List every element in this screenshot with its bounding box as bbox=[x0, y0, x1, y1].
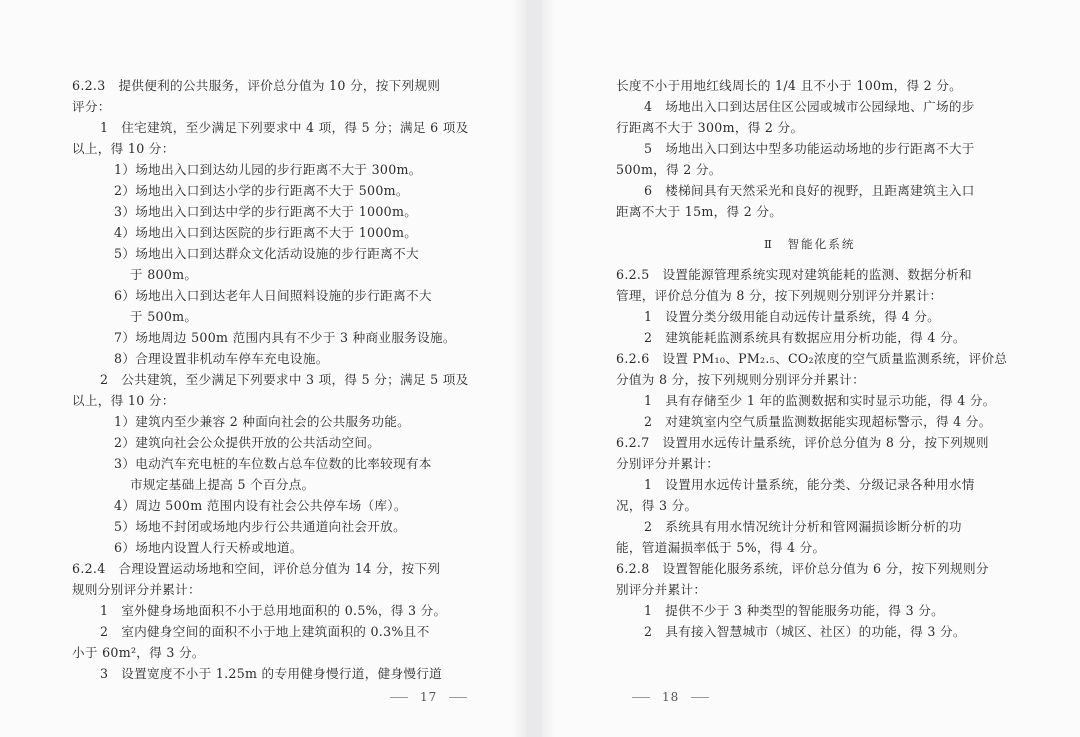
sub-item-line: 3）电动汽车充电桩的车位数占总车位数的比率较现有本 bbox=[114, 456, 432, 471]
clause-6-2-5-line-1: 6.2.5 设置能源管理系统实现对建筑能耗的监测、数据分析和 bbox=[616, 267, 972, 282]
item-line: 500m，得 2 分。 bbox=[616, 162, 722, 177]
footer-dash bbox=[691, 697, 709, 698]
item-line: 1 设置用水远传计量系统，能分类、分级记录各种用水情 bbox=[644, 477, 975, 492]
section-heading: Ⅱ 智能化系统 bbox=[764, 237, 856, 251]
sub-item-line: 7）场地周边 500m 范围内具有不少于 3 种商业服务设施。 bbox=[114, 330, 456, 345]
footer-dash bbox=[632, 697, 650, 698]
page-number-footer bbox=[620, 690, 721, 704]
clause-6-2-7-line-2: 分别评分并累计： bbox=[616, 456, 720, 471]
clause-6-2-3-line-2: 评分： bbox=[72, 99, 111, 114]
clause-6-2-4-line-1: 6.2.4 合理设置运动场地和空间，评价总分值为 14 分，按下列 bbox=[72, 561, 441, 576]
sub-item-line: 5）场地不封闭或场地内步行公共通道向社会开放。 bbox=[114, 519, 406, 534]
item-line: 2 公共建筑，至少满足下列要求中 3 项，得 5 分；满足 5 项及 bbox=[100, 372, 469, 387]
sub-item-line: 2）场地出入口到达小学的步行距离不大于 500m。 bbox=[114, 183, 409, 198]
page-number-footer bbox=[378, 690, 479, 704]
item-line: 况，得 3 分。 bbox=[616, 498, 698, 513]
clause-6-2-3-line-1: 6.2.3 提供便利的公共服务，评价总分值为 10 分，按下列规则 bbox=[72, 78, 441, 93]
footer-dash bbox=[449, 697, 467, 698]
item-line: 2 具有接入智慧城市（城区、社区）的功能，得 3 分。 bbox=[644, 624, 966, 639]
sub-item-line: 6）场地出入口到达老年人日间照料设施的步行距离不大 bbox=[114, 288, 432, 303]
clause-6-2-8-line-2: 别评分并累计： bbox=[616, 582, 707, 597]
sub-item-line: 1）建筑内至少兼容 2 种面向社会的公共服务功能。 bbox=[114, 414, 410, 429]
page-number: 17 bbox=[420, 690, 438, 704]
item-line: 长度不小于用地红线周长的 1/4 且不小于 100m，得 2 分。 bbox=[616, 78, 963, 93]
right-page bbox=[542, 0, 1080, 737]
sub-item-line: 1）场地出入口到达幼儿园的步行距离不大于 300m。 bbox=[114, 162, 422, 177]
page-number: 18 bbox=[662, 690, 680, 704]
sub-item-line: 3）场地出入口到达中学的步行距离不大于 1000m。 bbox=[114, 204, 418, 219]
item-line: 1 具有存储至少 1 年的监测数据和实时显示功能，得 4 分。 bbox=[644, 393, 996, 408]
item-line: 以上，得 10 分： bbox=[72, 141, 175, 156]
item-line: 6 楼梯间具有天然采光和良好的视野，且距离建筑主入口 bbox=[644, 183, 975, 198]
sub-item-line: 4）场地出入口到达医院的步行距离不大于 1000m。 bbox=[114, 225, 418, 240]
clause-6-2-7-line-1: 6.2.7 设置用水远传计量系统，评价总分值为 8 分，按下列规则 bbox=[616, 435, 989, 450]
item-line: 以上，得 10 分： bbox=[72, 393, 175, 408]
item-line: 2 对建筑室内空气质量监测数据能实现超标警示，得 4 分。 bbox=[644, 414, 992, 429]
item-line: 1 住宅建筑，至少满足下列要求中 4 项，得 5 分；满足 6 项及 bbox=[100, 120, 469, 135]
item-line: 小于 60m²，得 3 分。 bbox=[72, 645, 205, 660]
item-line: 1 提供不少于 3 种类型的智能服务功能，得 3 分。 bbox=[644, 603, 945, 618]
left-page bbox=[0, 0, 526, 737]
item-line: 2 系统具有用水情况统计分析和管网漏损诊断分析的功 bbox=[644, 519, 962, 534]
item-line: 3 设置宽度不小于 1.25m 的专用健身慢行道，健身慢行道 bbox=[100, 666, 443, 681]
gutter-shadow bbox=[512, 0, 526, 737]
item-line: 1 设置分类分级用能自动远传计量系统，得 4 分。 bbox=[644, 309, 940, 324]
gutter-shadow bbox=[542, 0, 556, 737]
sub-item-line: 6）场地内设置人行天桥或地道。 bbox=[114, 540, 303, 555]
sub-item-line: 4）周边 500m 范围内设有社会公共停车场（库）。 bbox=[114, 498, 407, 513]
clause-6-2-5-line-2: 管理，评价总分值为 8 分，按下列规则分别评分并累计： bbox=[616, 288, 943, 303]
item-line: 距离不大于 15m，得 2 分。 bbox=[616, 204, 783, 219]
footer-dash bbox=[390, 697, 408, 698]
sub-item-line: 于 800m。 bbox=[130, 267, 198, 282]
clause-6-2-4-line-2: 规则分别评分并累计： bbox=[72, 582, 201, 597]
clause-6-2-8-line-1: 6.2.8 设置智能化服务系统，评价总分值为 6 分，按下列规则分 bbox=[616, 561, 989, 576]
clause-6-2-6-line-1: 6.2.6 设置 PM₁₀、PM₂.₅、CO₂浓度的空气质量监测系统，评价总 bbox=[616, 351, 1008, 366]
item-line: 2 室内健身空间的面积不小于地上建筑面积的 0.3%且不 bbox=[100, 624, 430, 639]
item-line: 行距离不大于 300m，得 2 分。 bbox=[616, 120, 804, 135]
sub-item-line: 2）建筑向社会公众提供开放的公共活动空间。 bbox=[114, 435, 381, 450]
item-line: 能，管道漏损率低于 5%，得 4 分。 bbox=[616, 540, 826, 555]
item-line: 5 场地出入口到达中型多功能运动场地的步行距离不大于 bbox=[644, 141, 975, 156]
item-line: 4 场地出入口到达居住区公园或城市公园绿地、广场的步 bbox=[644, 99, 975, 114]
clause-6-2-6-line-2: 分值为 8 分，按下列规则分别评分并累计： bbox=[616, 372, 866, 387]
sub-item-line: 于 500m。 bbox=[130, 309, 198, 324]
sub-item-line: 市规定基础上提高 5 个百分点。 bbox=[130, 477, 315, 492]
sub-item-line: 5）场地出入口到达群众文化活动设施的步行距离不大 bbox=[114, 246, 419, 261]
item-line: 1 室外健身场地面积不小于总用地面积的 0.5%，得 3 分。 bbox=[100, 603, 447, 618]
item-line: 2 建筑能耗监测系统具有数据应用分析功能，得 4 分。 bbox=[644, 330, 966, 345]
sub-item-line: 8）合理设置非机动车停车充电设施。 bbox=[114, 351, 329, 366]
